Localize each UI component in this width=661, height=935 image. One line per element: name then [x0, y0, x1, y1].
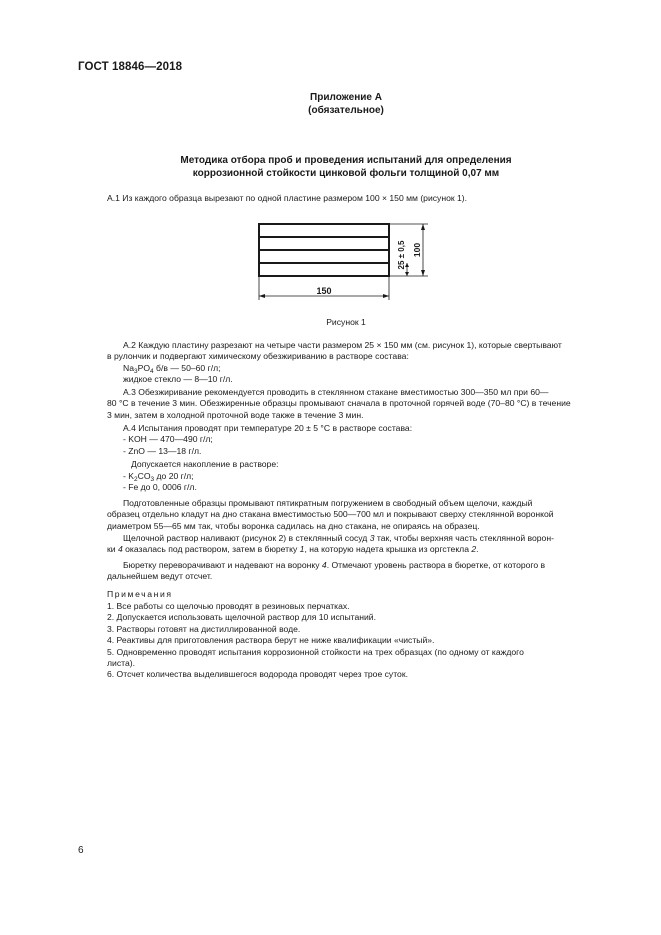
- strip-2: [259, 237, 389, 250]
- page-number: 6: [78, 845, 84, 856]
- paragraph-washing: [107, 498, 613, 532]
- dim-strip-label: 25 ± 0,5: [397, 240, 406, 270]
- note-4: 4. Реактивы для приготовления раствора берут не ниже квалификации «чистый».: [107, 635, 435, 646]
- paragraph-a4: [107, 423, 613, 493]
- note-2: 2. Допускается использовать щелочной раствор для 10 испытаний.: [107, 612, 376, 623]
- a4-line-1: А.4 Испытания проводят при температуре 20 ± 5 °С в растворе состава:: [123, 423, 413, 433]
- burette-line-2: дальнейшем ведут отсчет.: [107, 571, 213, 582]
- notes-title: Примечания: [107, 589, 173, 599]
- arrow-left: [259, 294, 265, 298]
- a1-text: А.1 Из каждого образца вырезают по одной пластине размером 100 × 150 мм (рисунок 1).: [107, 193, 468, 203]
- a3-line-1: А.3 Обезжиривание рекомендуется проводить в стеклянном стакане вместимостью 300—350 мл при 60—: [123, 387, 549, 397]
- a4-allowed: Допускается накопление в растворе:: [131, 459, 279, 470]
- figure-1-caption: Рисунок 1: [326, 317, 366, 327]
- dim-height-label: 100: [412, 242, 422, 258]
- arrow-right: [383, 294, 389, 298]
- paragraph-a2: [107, 340, 613, 386]
- a2-chem-2: жидкое стекло — 8—10 г/л.: [123, 374, 233, 385]
- appendix-heading: [0, 91, 661, 117]
- burette-line-1: Бюретку переворачивают и надевают на воронку 4. Отмечают уровень раствора в бюретке, от которого в: [123, 560, 546, 570]
- note-5-line-1: 5. Одновременно проводят испытания коррозионной стойкости на трех образцах (по одному от каждого: [107, 646, 524, 657]
- a2-line-1: А.2 Каждую пластину разрезают на четыре части размером 25 × 150 мм (см. рисунок 1), которые свертывают: [123, 340, 562, 350]
- strip-1: [259, 224, 389, 237]
- pour-line-1: Щелочной раствор наливают (рисунок 2) в стеклянный сосуд 3 так, чтобы верхняя часть стеклянной ворон-: [123, 533, 554, 543]
- arrow-top: [421, 224, 425, 230]
- a2-line-2: в рулончик и подвергают химическому обезжириванию в растворе состава:: [107, 351, 409, 362]
- paragraph-a1: [107, 193, 613, 204]
- wash-line-2: образец отдельно кладут на дно стакана вместимостью 500—700 мл и покрывают сверху стеклянной воронкой: [107, 509, 554, 520]
- wash-line-1: Подготовленные образцы промывают пятикратным погружением в свободный объем щелочи, каждый: [123, 498, 533, 508]
- figure-1-drawing: [252, 210, 452, 310]
- strip-4: [259, 263, 389, 276]
- note-5-line-2: листа).: [107, 658, 135, 669]
- arrow-strip-bottom: [405, 272, 409, 276]
- paragraph-pouring: [107, 533, 613, 556]
- section-title-line-1: Методика отбора проб и проведения испытаний для определения: [180, 155, 512, 166]
- wash-line-3: диаметром 55—65 мм так, чтобы воронка садилась на дно стакана, не опираясь на образец.: [107, 520, 480, 531]
- note-1: 1. Все работы со щелочью проводят в резиновых перчатках.: [107, 601, 350, 611]
- note-3: 3. Растворы готовят на дистиллированной воде.: [107, 623, 301, 634]
- appendix-title: Приложение А: [310, 92, 382, 103]
- paragraph-a3: [107, 387, 613, 421]
- arrow-bottom: [421, 270, 425, 276]
- a4-item-3: - $K_2CO_3$ до 20 г/л;: [123, 470, 194, 483]
- a4-item-2: - ZnO — 13—18 г/л.: [123, 445, 202, 456]
- note-6: 6. Отсчет количества выделившегося водорода проводят через трое суток.: [107, 669, 408, 680]
- paragraph-burette: [107, 560, 613, 583]
- a3-line-2: 80 °С в течение 3 мин. Обезжиренные образцы промывают сначала в проточной горячей воде (70–80 °С) в течение: [107, 398, 571, 409]
- a3-line-3: 3 мин, затем в холодной проточной воде также в течение 3 мин.: [107, 409, 364, 420]
- a4-item-4: - Fe до 0, 0006 г/л.: [123, 482, 197, 493]
- pour-line-2: ки 4 оказалась под раствором, затем в бюретку 1, на которую надета крышка из оргстекла 2.: [107, 544, 479, 555]
- appendix-subtitle: (обязательное): [308, 105, 384, 116]
- notes-list: [107, 601, 613, 681]
- document-code: ГОСТ 18846—2018: [78, 61, 183, 73]
- a2-chem-1: $Na_3PO_4$ б/в — 50–60 г/л;: [123, 362, 221, 375]
- a4-item-1: - KOH — 470—490 г/л;: [123, 434, 213, 445]
- section-title-line-2: коррозионной стойкости цинковой фольги толщиной 0,07 мм: [192, 168, 500, 179]
- dim-width-label: 150: [316, 286, 332, 296]
- strip-3: [259, 250, 389, 263]
- section-title: [0, 154, 661, 180]
